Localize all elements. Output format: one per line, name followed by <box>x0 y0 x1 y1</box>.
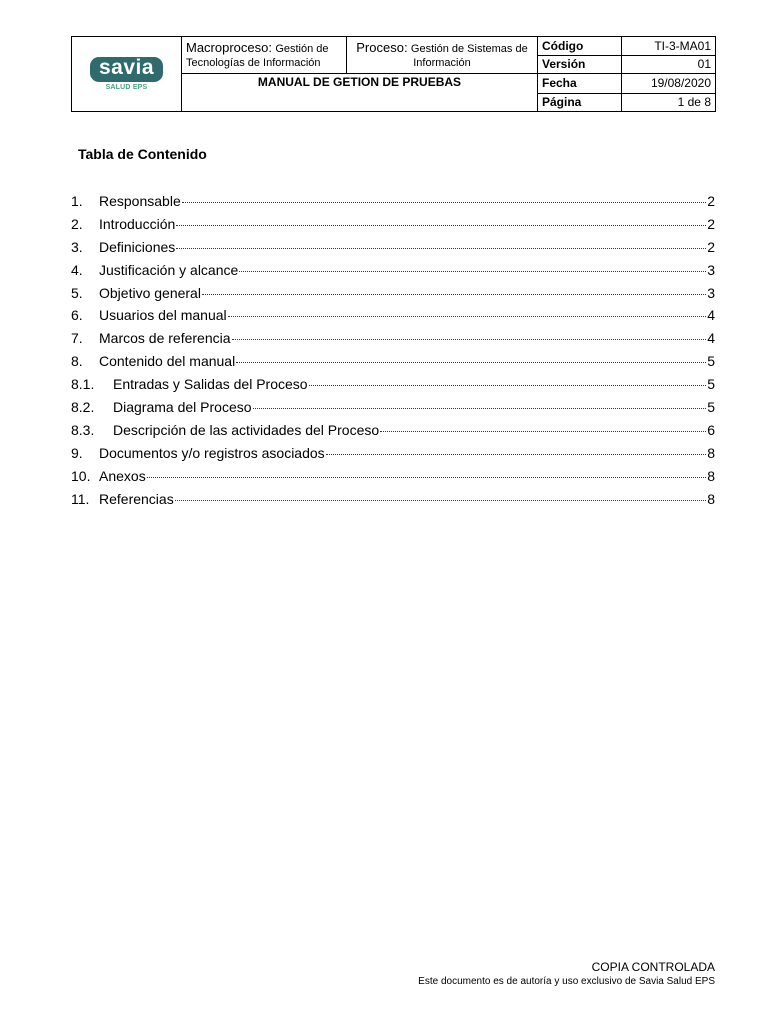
footer-controlled-copy: COPIA CONTROLADA <box>591 960 715 974</box>
codigo-value: TI-3-MA01 <box>622 37 716 56</box>
toc-entry-label: Contenido del manual <box>99 353 236 370</box>
toc-dot-leader <box>176 225 706 226</box>
fecha-label: Fecha <box>538 74 622 93</box>
toc-entry-page: 5 <box>707 376 715 393</box>
toc-entry-page: 8 <box>707 467 715 484</box>
toc-entry-number: 4. <box>71 261 83 278</box>
logo-subtitle: SALUD EPS <box>105 83 148 91</box>
toc-title: Tabla de Contenido <box>78 146 207 162</box>
document-header-table <box>71 36 716 112</box>
toc-dot-leader <box>202 294 706 295</box>
toc-entry-number: 5. <box>71 284 83 301</box>
toc-entry-page: 8 <box>707 444 715 461</box>
macroproceso-label: Macroproceso: <box>186 39 272 55</box>
toc-entry-number: 10. <box>71 467 91 484</box>
toc-entry-number: 6. <box>71 307 83 324</box>
toc-entry[interactable] <box>71 193 715 216</box>
toc-dot-leader <box>175 500 707 501</box>
toc-entry[interactable] <box>71 468 715 491</box>
toc-entry-label: Anexos <box>99 467 146 484</box>
toc-entry-number: 11. <box>71 490 90 507</box>
toc-entry-label: Marcos de referencia <box>99 330 231 347</box>
toc-entry[interactable] <box>71 285 715 308</box>
toc-entry-number: 9. <box>71 444 83 461</box>
toc-entry-label: Definiciones <box>99 238 176 255</box>
toc-entry-label: Responsable <box>99 193 181 209</box>
toc-entry[interactable] <box>71 353 715 376</box>
toc-entry[interactable] <box>71 216 715 239</box>
toc-entry-number: 8.1. <box>71 376 95 393</box>
toc-entry-label: Descripción de las actividades del Proceso <box>113 421 380 438</box>
toc-entry-page: 2 <box>707 238 715 255</box>
toc-entry-number: 7. <box>71 330 83 347</box>
toc-entry[interactable] <box>71 399 715 422</box>
toc-entry[interactable] <box>71 491 715 514</box>
toc-entry-page: 5 <box>707 399 715 416</box>
toc-entry-label: Usuarios del manual <box>99 307 227 324</box>
document-title: MANUAL DE GETION DE PRUEBAS <box>182 74 538 112</box>
toc-entry-page: 2 <box>707 193 715 209</box>
toc-entry[interactable] <box>71 262 715 285</box>
logo-cell <box>72 37 182 112</box>
toc-entry-page: 3 <box>707 261 715 278</box>
toc-entry-number: 2. <box>71 215 83 232</box>
toc-entry[interactable] <box>71 307 715 330</box>
toc-entry-page: 3 <box>707 284 715 301</box>
toc-entry[interactable] <box>71 330 715 353</box>
toc-entry[interactable] <box>71 422 715 445</box>
proceso-label: Proceso: <box>356 39 408 55</box>
toc-dot-leader <box>309 385 707 386</box>
toc-entry-page: 4 <box>707 330 715 347</box>
toc-dot-leader <box>176 248 706 249</box>
toc-entry-label: Diagrama del Proceso <box>113 399 252 416</box>
toc-entry-label: Objetivo general <box>99 284 201 301</box>
toc-entry-page: 8 <box>707 490 715 507</box>
toc-dot-leader <box>253 408 707 409</box>
logo-wordmark: savia <box>90 57 163 82</box>
toc-dot-leader <box>147 477 707 478</box>
toc-entry-number: 3. <box>71 238 83 255</box>
version-label: Versión <box>538 56 622 74</box>
toc-entry[interactable] <box>71 376 715 399</box>
macroproceso-value: Gestión de Tecnologías de Información <box>186 42 329 69</box>
proceso-value: Gestión de Sistemas de Información <box>410 42 528 69</box>
toc-dot-leader <box>236 362 706 363</box>
toc-entry-label: Documentos y/o registros asociados <box>99 444 325 461</box>
toc-entry-number: 8.2. <box>71 399 95 416</box>
proceso-cell <box>347 37 538 74</box>
toc-entry-label: Referencias <box>99 490 174 507</box>
toc-entry-number: 1. <box>71 193 83 209</box>
version-value: 01 <box>622 56 716 74</box>
toc-entry-label: Entradas y Salidas del Proceso <box>113 376 308 393</box>
savia-logo <box>90 57 163 92</box>
table-of-contents <box>71 193 715 513</box>
toc-entry-page: 4 <box>707 307 715 324</box>
footer-authorship-note: Este documento es de autoría y uso exclusivo de Savia Salud EPS <box>418 976 715 987</box>
toc-entry[interactable] <box>71 445 715 468</box>
pagina-value: 1 de 8 <box>622 93 716 111</box>
toc-entry-label: Introducción <box>99 215 176 232</box>
codigo-label: Código <box>538 37 622 56</box>
toc-dot-leader <box>232 339 707 340</box>
toc-entry-label: Justificación y alcance <box>99 261 239 278</box>
toc-dot-leader <box>380 431 706 432</box>
toc-dot-leader <box>239 271 706 272</box>
fecha-value: 19/08/2020 <box>622 74 716 93</box>
toc-entry[interactable] <box>71 239 715 262</box>
toc-entry-number: 8.3. <box>71 421 95 438</box>
pagina-label: Página <box>538 93 622 111</box>
toc-entry-page: 6 <box>707 421 715 438</box>
macroproceso-cell <box>182 37 347 74</box>
toc-entry-page: 5 <box>707 353 715 370</box>
toc-dot-leader <box>326 454 707 455</box>
toc-entry-page: 2 <box>707 215 715 232</box>
toc-entry-number: 8. <box>71 353 83 370</box>
toc-dot-leader <box>228 316 707 317</box>
toc-dot-leader <box>182 202 706 203</box>
